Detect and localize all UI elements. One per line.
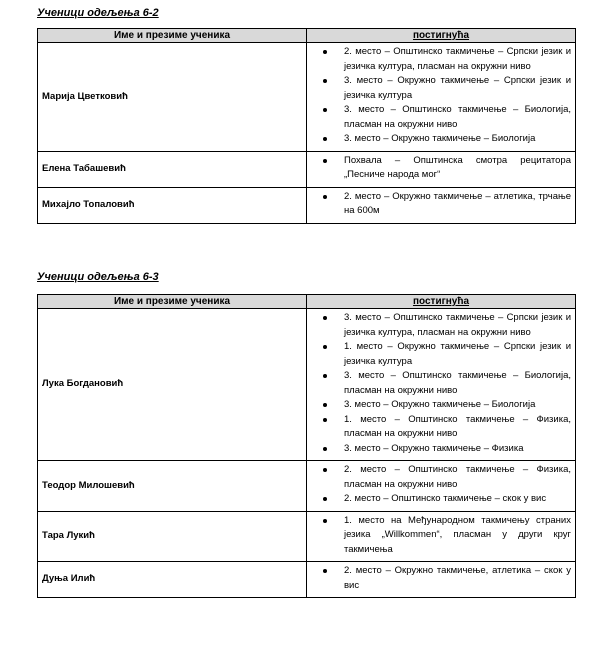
- list-item: 3. место – Окружно такмичење – Српски језик и језичка култура: [319, 74, 571, 103]
- achievement-list: [319, 45, 571, 147]
- achievements-column-header: постигнућа: [307, 295, 576, 309]
- table-row: [38, 511, 576, 562]
- student-name: Тара Лукић: [38, 511, 307, 562]
- table-row: [38, 309, 576, 461]
- table-row: [38, 461, 576, 512]
- achievement-cell: [307, 562, 576, 598]
- achievement-list: [319, 154, 571, 183]
- table-row: [38, 187, 576, 223]
- achievement-list: [319, 190, 571, 219]
- achievements-table-6-3: [37, 294, 576, 598]
- achievement-cell: [307, 309, 576, 461]
- table-row: [38, 43, 576, 152]
- list-item: 2. место – Окружно такмичење, атлетика – скок у вис: [319, 564, 571, 593]
- list-item: 1. место на Међународном такмичењу страних језика „Willkommen“, пласман у други круг такмичења: [319, 514, 571, 558]
- achievement-cell: [307, 151, 576, 187]
- list-item: 1. место – Окружно такмичење – Српски језик и језичка култура: [319, 340, 571, 369]
- achievement-cell: [307, 461, 576, 512]
- list-item: 3. место – Општинско такмичење – Биологија, пласман на окружни ниво: [319, 369, 571, 398]
- name-column-header: Име и презиме ученика: [38, 295, 307, 309]
- student-name: Марија Цветковић: [38, 43, 307, 152]
- student-name: Дуња Илић: [38, 562, 307, 598]
- name-column-header: Име и презиме ученика: [38, 29, 307, 43]
- section-title-6-2: Ученици одељења 6-2: [37, 7, 159, 19]
- list-item: 3. место – Окружно такмичење – Физика: [319, 442, 571, 457]
- achievement-list: [319, 311, 571, 456]
- student-name: Елена Табашевић: [38, 151, 307, 187]
- list-item: 2. место – Општинско такмичење – Физика, пласман на окружни ниво: [319, 463, 571, 492]
- table-header-row: [38, 295, 576, 309]
- student-name: Михајло Топаловић: [38, 187, 307, 223]
- table-row: [38, 562, 576, 598]
- achievement-cell: [307, 43, 576, 152]
- table-header-row: [38, 29, 576, 43]
- student-name: Лука Богдановић: [38, 309, 307, 461]
- section-title-6-3: Ученици одељења 6-3: [37, 271, 159, 283]
- list-item: 2. место – Окружно такмичење – атлетика, трчање на 600м: [319, 190, 571, 219]
- list-item: 3. место – Окружно такмичење – Биологија: [319, 132, 571, 147]
- student-name: Теодор Милошевић: [38, 461, 307, 512]
- list-item: Похвала – Општинска смотра рецитатора „Песниче народа мог“: [319, 154, 571, 183]
- list-item: 3. место – Општинско такмичење – Српски језик и језичка култура, пласман на окружни ниво: [319, 311, 571, 340]
- table-row: [38, 151, 576, 187]
- list-item: 3. место – Општинско такмичење – Биологија, пласман на окружни ниво: [319, 103, 571, 132]
- list-item: 3. место – Окружно такмичење – Биологија: [319, 398, 571, 413]
- achievement-cell: [307, 187, 576, 223]
- list-item: 2. место – Општинско такмичење – скок у вис: [319, 492, 571, 507]
- list-item: 2. место – Општинско такмичење – Српски језик и језичка култура, пласман на окружни ниво: [319, 45, 571, 74]
- achievement-list: [319, 514, 571, 558]
- achievement-list: [319, 463, 571, 507]
- list-item: 1. место – Општинско такмичење – Физика, пласман на окружни ниво: [319, 413, 571, 442]
- achievement-cell: [307, 511, 576, 562]
- achievements-column-header: постигнућа: [307, 29, 576, 43]
- achievements-table-6-2: [37, 28, 576, 224]
- achievement-list: [319, 564, 571, 593]
